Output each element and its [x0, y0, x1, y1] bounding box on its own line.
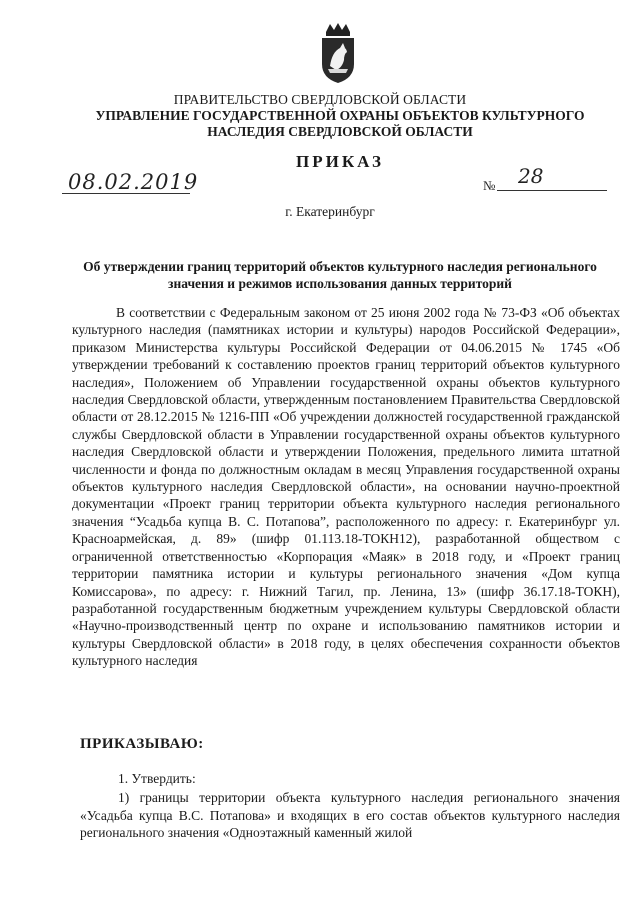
government-name: ПРАВИТЕЛЬСТВО СВЕРДЛОВСКОЙ ОБЛАСТИ — [173, 92, 467, 107]
order-item-1: 1. Утвердить: — [118, 771, 196, 786]
order-item-1-1: 1) границы территории объекта культурного наследия регионального значения «Усадьба купца В.С. Потапова» и входящих в его состав объектов культурного наследия регионального значения «Одноэтажный каменный жилой — [80, 790, 620, 841]
sverdlovsk-coat-of-arms-icon — [318, 22, 358, 84]
number-underline — [497, 190, 607, 191]
department-name: УПРАВЛЕНИЕ ГОСУДАРСТВЕННОЙ ОХРАНЫ ОБЪЕКТОВ КУЛЬТУРНОГО НАСЛЕДИЯ СВЕРДЛОВСКОЙ ОБЛАСТИ — [95, 108, 585, 139]
city-name: г. Екатеринбург — [285, 204, 375, 219]
preamble-paragraph: В соответствии с Федеральным законом от 25 июня 2002 года № 73-ФЗ «Об объектах культурного наследия (памятниках истории и культуры) народов Российской Федерации», приказом Министерства культуры Российской Федерации от 04.06.2015 № 1745 «Об утверждении требований к составлению проектов границ территорий объектов культурного наследия», Положением об Управлении государственной охраны объектов культурного наследия Свердловской области, утвержденным постановлением Правительства Свердловской области от 28.12.2015 № 1216-ПП «Об учреждении должностей государственной гражданской службы Свердловской области в Управлении государственной охраны объектов культурного наследия Свердловской области и утверждении Положения, предельного лимита штатной численности и фонда по должностным окладам в месяц Управления государственной охраны объектов культурного наследия Свердловской области», на основании научно-проектной документации «Проект границ территории объекта культурного наследия регионального значения “Усадьба купца В. С. Потапова”, расположенного по адресу: г. Екатеринбург ул. Красноармейская, д. 89» (шифр 01.113.18-ТОКН12), разработанной обществом с ограниченной ответственностью «Корпорация «Маяк» в 2018 году, и «Проект границ территории памятника истории и культуры регионального значения «Дом купца Комиссарова», по адресу: г. Нижний Тагил, пр. Ленина, 13» (шифр 36.17.18-ТОКН), разработанной государственным бюджетным учреждением культуры Свердловской области «Научно-производственный центр по охране и использованию памятников истории и культуры Свердловской области» в 2018 году, в целях обеспечения сохранности объектов культурного наследия — [72, 305, 620, 669]
date-underline — [62, 193, 190, 194]
number-label: № — [483, 178, 496, 193]
handwritten-date: 08.02.2019 — [68, 170, 199, 194]
order-word: ПРИКАЗЫВАЮ: — [80, 736, 204, 752]
order-subject: Об утверждении границ территорий объектов культурного наследия регионального значения и режимов использования данных территорий — [83, 259, 597, 291]
document-type-title: ПРИКАЗ — [296, 152, 384, 171]
handwritten-number: 28 — [518, 164, 544, 188]
